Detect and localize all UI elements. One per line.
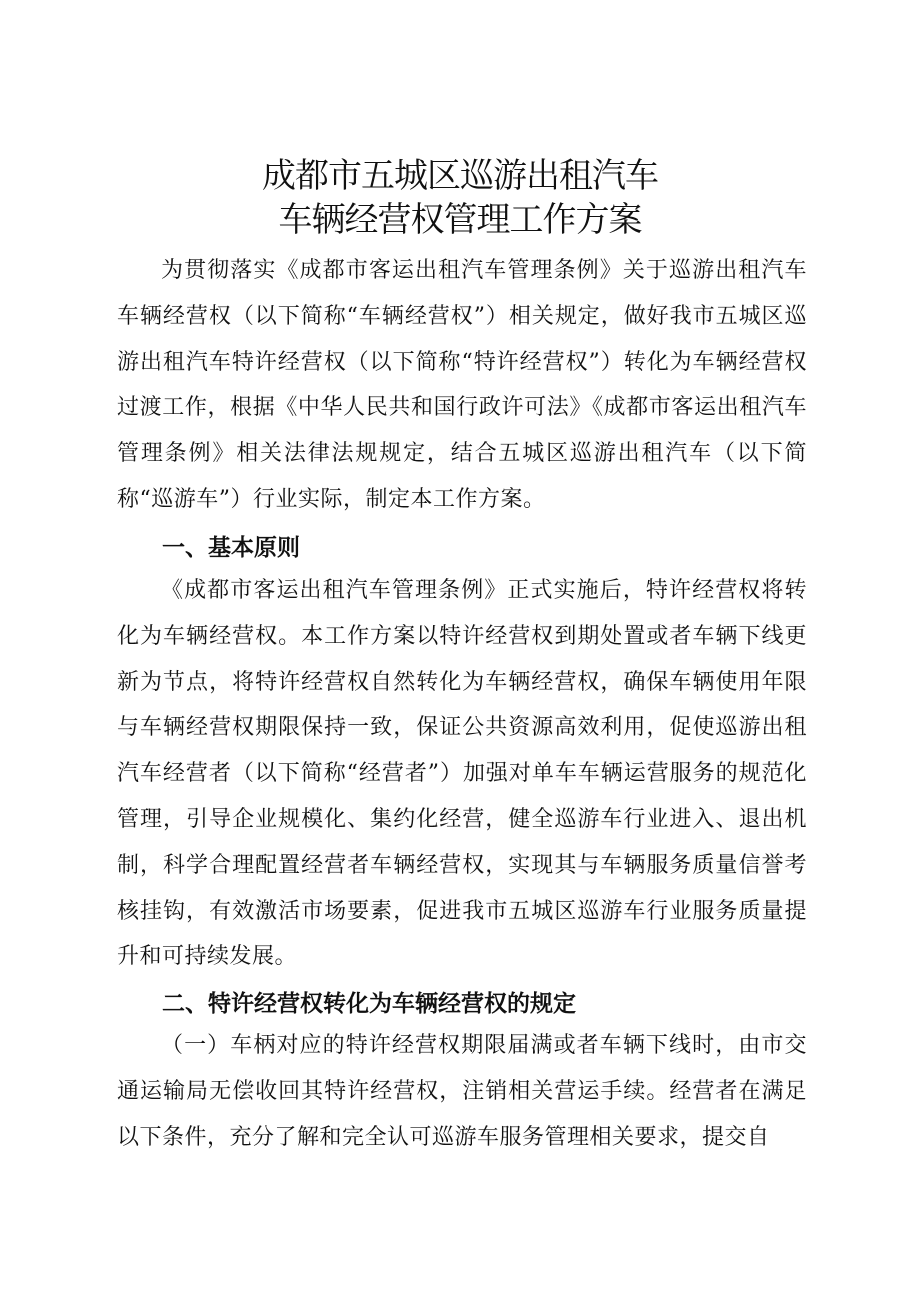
section2-heading: 二、特许经营权转化为车辆经营权的规定 <box>162 991 576 1017</box>
intro-paragraph: 为贯彻落实《成都市客运出租汽车管理条例》关于巡游出租汽车车辆经营权（以下简称“车辆经营权”）相关规定，做好我市五城区巡游出租汽车特许经营权（以下简称“特许经营权”）转化为车辆经营权过渡工作，根据《中华人民共和国行政许可法》《成都市客运出租汽车管理条例》相关法律法规规定，结合五城区巡游出租汽车（以下简称“巡游车”）行业实际，制定本工作方案。 <box>117 258 807 512</box>
document-title-line1: 成都市五城区巡游出租汽车 <box>262 156 658 196</box>
document-title-line2: 车辆经营权管理工作方案 <box>278 200 642 240</box>
section1-heading: 一、基本原则 <box>162 535 300 561</box>
section2-paragraph: （一）车柄对应的特许经营权期限届满或者车辆下线时，由市交通运输局无偿收回其特许经营权，注销相关营运手续。经营者在满足以下条件，充分了解和完全认可巡游车服务管理相关要求，提交自 <box>117 1033 807 1150</box>
section1-paragraph: 《成都市客运出租汽车管理条例》正式实施后，特许经营权将转化为车辆经营权。本工作方案以特许经营权到期处置或者车辆下线更新为节点，将特许经营权自然转化为车辆经营权，确保车辆使用年限与车辆经营权期限保持一致，保证公共资源高效利用，促使巡游出租汽车经营者（以下简称“经营者”）加强对单车车辆运营服务的规范化管理，引导企业规模化、集约化经营，健全巡游车行业进入、退出机制，科学合理配置经营者车辆经营权，实现其与车辆服务质量信誉考核挂钩，有效激活市场要素，促进我市五城区巡游车行业服务质量提升和可持续发展。 <box>117 578 807 970</box>
